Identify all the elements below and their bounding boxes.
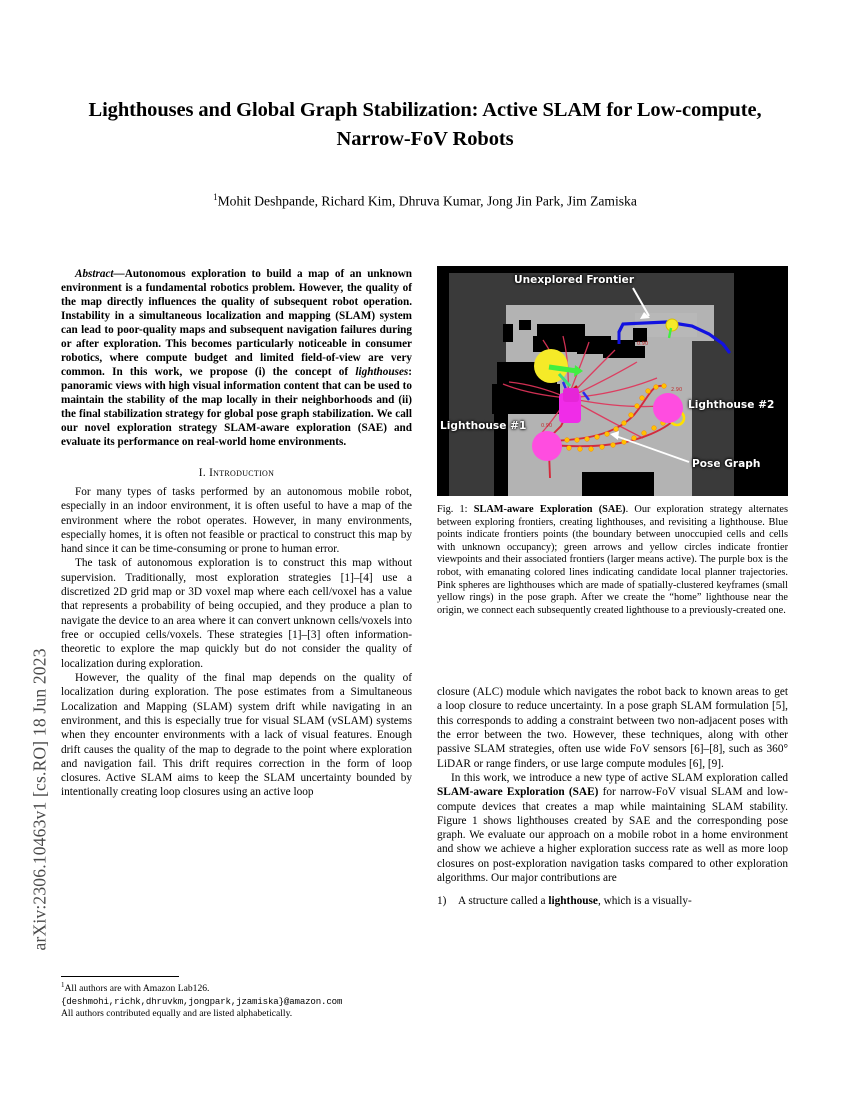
footnote-rule (61, 976, 179, 977)
figure-image-slam-map (437, 266, 788, 496)
author-footnote-marker: 1 (213, 192, 218, 203)
arxiv-stamp (0, 0, 62, 1100)
paragraph: However, the quality of the final map depends on the quality of localization during exploration. The pose estimates from a Simultaneous Localization and Mapping (SLAM) system drift while navigating in an environment, and this is especially true for visual SLAM (vSLAM) systems when they encounter environments with a lack of visual features. Enough drift causes the quality of the map to degrade to the point where exploration and navigation fail. This drift requires correction in the form of loop closures. Active SLAM aims to keep the SLAM uncertainty bounded by intentionally creating loop closures using an active loop (61, 671, 412, 799)
abstract-text-2: : panoramic views with high visual information content that can be used to maintain the stability of the map locally in their neighborhoods and (ii) the final stabilization strategy for global pose graph stabilization. We call our novel exploration strategy SLAM-aware exploration (SAE) and evaluate its performance on real-world home environments. (61, 365, 412, 448)
paragraph-sae-part-a: In this work, we introduce a new type of active SLAM exploration called (451, 771, 788, 784)
figure-number: Fig. 1: (437, 504, 468, 515)
figure-caption-text: . Our exploration strategy alternates between exploring frontiers, creating lighthouses, and revisiting a lighthouse. Blue points indicate frontiers points (the boundary between unoccupied cells and cells with unknown occupancy); green arrows and yellow circles indicate frontier viewpoints and their associated frontiers (larger means active). The purple box is the robot, with emanating colored lines indicating candidate local planner trajectories. Pink spheres are lighthouses which are made of spatially-clustered keyframes (small yellow rings) in the pose graph. After we create the “home” lighthouse near the origin, we connect each subsequently created lighthouse to a previously-created one. (437, 504, 788, 616)
paragraph: closure (ALC) module which navigates the robot back to known areas to get a loop closure to reduce uncertainty. In a pose graph SLAM formulation [5], this corresponds to adding a constraint between two non-adjacent poses with the error between the two. However, these techniques, along with other passive SLAM strategies, often use wide FoV sensors [6]–[8], such as 360° LiDAR or range finders, or use large compute modules [6], [9]. (437, 686, 788, 770)
term-lighthouse: lighthouse (548, 895, 598, 908)
figure-1 (437, 266, 788, 617)
footnote-line-3: All authors contributed equally and are listed alphabetically. (61, 1008, 293, 1020)
figure-label-lighthouse-1: Lighthouse #1 (440, 420, 527, 432)
figure-caption (437, 504, 788, 617)
abstract (61, 268, 412, 450)
figure-label-unexplored-frontier: Unexplored Frontier (514, 274, 635, 286)
occupied-wall (633, 328, 647, 342)
paragraph-sae-part-b: for narrow-FoV visual SLAM and low-compute devices that creates a map while maintaining SLAM stability. Figure 1 shows lighthouses created by SAE and the corresponding pose graph. We evaluate our approach on a mobile robot in a home environment and show we achieve a higher exploration success rate as well as more loop closures on post-exploration navigation tasks compared to other exploration algorithms. Our major contributions are (437, 786, 789, 885)
map-range-annotation: 0.90 (637, 341, 649, 347)
author-list (62, 192, 788, 210)
occupied-wall (519, 320, 531, 330)
contribution-text-b: , which is a visually- (597, 895, 692, 908)
contribution-text (458, 894, 788, 908)
map-range-annotation: 0.90 (541, 423, 553, 429)
figure-label-lighthouse-2: Lighthouse #2 (688, 399, 775, 411)
abstract-lead: Abstract— (75, 268, 125, 280)
paragraph: The task of autonomous exploration is to construct this map without supervision. Traditionally, most exploration strategies [1]–[4] use a discretized 2D grid map or 3D voxel map where each cell/voxel has a value that represents a probability of being occupied, and they produce a plan to navigate the device to an area where it can convert unknown cells/voxels into free or occupied cells/voxels. These strategies [1]–[3] often information-theoretic to explore the map quickly but do not consider the quality of localization during exploration. (61, 557, 412, 670)
paragraph-sae (437, 771, 788, 886)
left-column (61, 268, 412, 800)
abstract-keyword: lighthouses (355, 365, 409, 378)
term-sae: SLAM-aware Exploration (SAE) (437, 786, 599, 799)
figure-caption-title: SLAM-aware Exploration (SAE) (473, 504, 626, 515)
map-range-annotation: 2.90 (671, 387, 683, 393)
author-names: Mohit Deshpande, Richard Kim, Dhruva Kumar, Jong Jin Park, Jim Zamiska (217, 193, 637, 209)
right-column (437, 685, 788, 909)
figure-label-pose-graph: Pose Graph (692, 458, 761, 470)
title-block (62, 96, 788, 210)
abstract-text-1: Autonomous exploration to build a map of an unknown environment is a fundamental robotics problem. However, the quality of the map directly influences the quality of subsequent robot operation. Instability in a simultaneous localization and mapping (SLAM) system can lead to poor-quality maps and subsequent navigation failures during or after exploration. This becomes particularly noticeable in consumer robotics, where compute budget and limited field-of-view are very common. In this work, we propose (i) the concept of (61, 268, 412, 378)
occupied-wall (582, 472, 654, 496)
footnote-emails: {deshmohi,richk,dhruvkm,jongpark,jzamiska}@amazon.com (61, 996, 343, 1008)
footnote-affiliation: All authors are with Amazon Lab126. (64, 983, 210, 995)
contribution-text-a: A structure called a (458, 895, 549, 908)
contribution-number: 1) (437, 895, 447, 908)
footnote-marker: 1 (61, 981, 65, 989)
footnote-block (61, 976, 412, 1021)
occupied-wall (603, 346, 645, 358)
footnote-line-1 (61, 981, 412, 996)
contribution-list-item (437, 894, 788, 908)
page-title: Lighthouses and Global Graph Stabilization: Active SLAM for Low-compute, Narrow-FoV Robots (88, 99, 762, 151)
section-heading-introduction: I. Introduction (198, 466, 275, 479)
occupied-wall (503, 324, 513, 342)
arxiv-stamp-text: arXiv:2306.10463v1 [cs.RO] 18 Jun 2023 (29, 648, 50, 951)
paragraph: For many types of tasks performed by an autonomous mobile robot, especially in an indoor environment, it is often useful to have a map of the environment where the robot operates. However, in many environments, especially homes, it is often not feasible or practical to construct this map by hand since it can be time-consuming or prone to human error. (61, 485, 412, 556)
